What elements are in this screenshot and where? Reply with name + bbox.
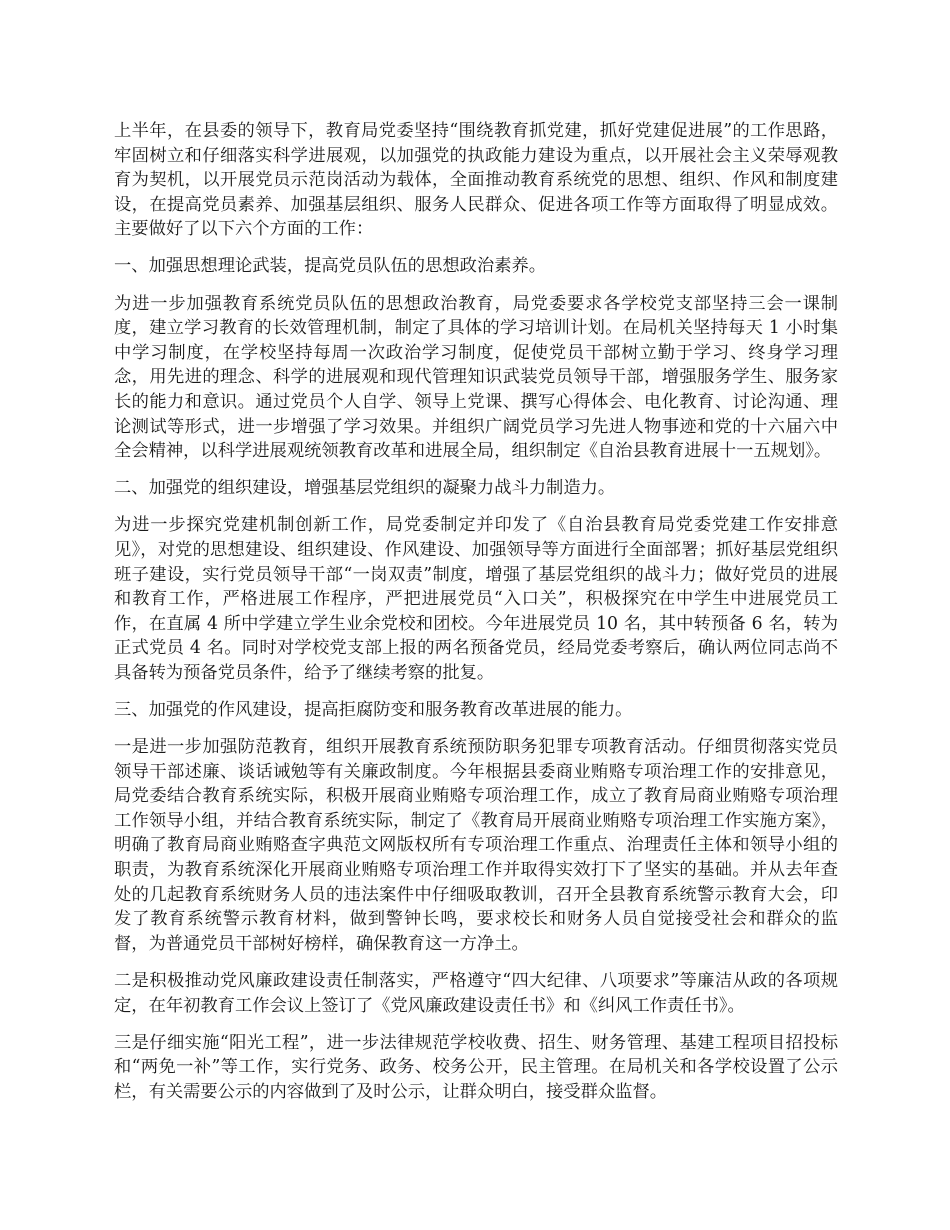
- section-heading-3: 三、加强党的作风建设，提高拒腐防变和服务教育改革进展的能力。: [114, 699, 633, 720]
- section-3-paragraph-2: 二是积极推动党风廉政建设责任制落实，严格遵守“四大纪律、八项要求”等廉洁从政的各项规定，在年初教育工作会议上签订了《党风廉政建设责任书》和《纠风工作责任书》。: [114, 970, 838, 1016]
- section-3-paragraph-1: 一是进一步加强防范教育，组织开展教育系统预防职务犯罪专项教育活动。仔细贯彻落实党员领导干部述廉、谈话诫勉等有关廉政制度。今年根据县委商业贿赂专项治理工作的安排意见，局党委结合教育系统实际，积极开展商业贿赂专项治理工作，成立了教育局商业贿赂专项治理工作领导小组，并结合教育系统实际，制定了《教育局开展商业贿赂专项治理工作实施方案》，明确了教育局商业贿赂查字典范文网版权所有专项治理工作重点、治理责任主体和领导小组的职责，为教育系统深化开展商业贿赂专项治理工作并取得实效打下了坚实的基础。并从去年查处的几起教育系统财务人员的违法案件中仔细吸取教训，召开全县教育系统警示教育大会，印发了教育系统警示教育材料，做到警钟长鸣，要求校长和财务人员自觉接受社会和群众的监督，为普通党员干部树好榜样，确保教育这一方净土。: [114, 737, 838, 954]
- section-2-paragraph: 为进一步探究党建机制创新工作，局党委制定并印发了《自治县教育局党委党建工作安排意见》，对党的思想建设、组织建设、作风建设、加强领导等方面进行全面部署；抓好基层党组织班子建设，实行党员领导干部“一岗双责”制度，增强了基层党组织的战斗力；做好党员的进展和教育工作，严格进展工作程序，严把进展党员“入口关”，积极探究在中学生中进展党员工作，在直属 4 所中学建立学生业余党校和团校。今年进展党员 10 名，其中转预备 6 名，转为正式党员 4 名。同时对学校党支部上报的两名预备党员，经局党委考察后，确认两位同志尚不具备转为预备党员条件，给予了继续考察的批复。: [114, 515, 838, 683]
- section-heading-2: 二、加强党的组织建设，增强基层党组织的凝聚力战斗力制造力。: [114, 478, 616, 499]
- intro-paragraph: 上半年，在县委的领导下，教育局党委坚持“围绕教育抓党建，抓好党建促进展”的工作思路，牢固树立和仔细落实科学进展观，以加强党的执政能力建设为重点，以开展社会主义荣辱观教育为契机，以开展党员示范岗活动为载体，全面推动教育系统党的思想、组织、作风和制度建设，在提高党员素养、加强基层组织、服务人民群众、促进各项工作等方面取得了明显成效。主要做好了以下六个方面的工作：: [114, 121, 838, 240]
- section-heading-1: 一、加强思想理论武装，提高党员队伍的思想政治素养。: [114, 256, 547, 277]
- document-page: [114, 119, 838, 1117]
- section-1-paragraph: 为进一步加强教育系统党员队伍的思想政治教育，局党委要求各学校党支部坚持三会一课制度，建立学习教育的长效管理机制，制定了具体的学习培训计划。在局机关坚持每天 1 小时集中学习制度，在学校坚持每周一次政治学习制度，促使党员干部树立勤于学习、终身学习理念，用先进的理念、科学的进展观和现代管理知识武装党员领导干部，增强服务学生、服务家长的能力和意识。通过党员个人自学、领导上党课、撰写心得体会、电化教育、讨论沟通、理论测试等形式，进一步增强了学习效果。并组织广阔党员学习先进人物事迹和党的十六届六中全会精神，以科学进展观统领教育改革和进展全局，组织制定《自治县教育进展十一五规划》。: [114, 293, 838, 462]
- section-3-paragraph-3: 三是仔细实施“阳光工程”，进一步法律规范学校收费、招生、财务管理、基建工程项目招投标和“两免一补”等工作，实行党务、政务、校务公开，民主管理。在局机关和各学校设置了公示栏，有关需要公示的内容做到了及时公示，让群众明白，接受群众监督。: [114, 1032, 838, 1102]
